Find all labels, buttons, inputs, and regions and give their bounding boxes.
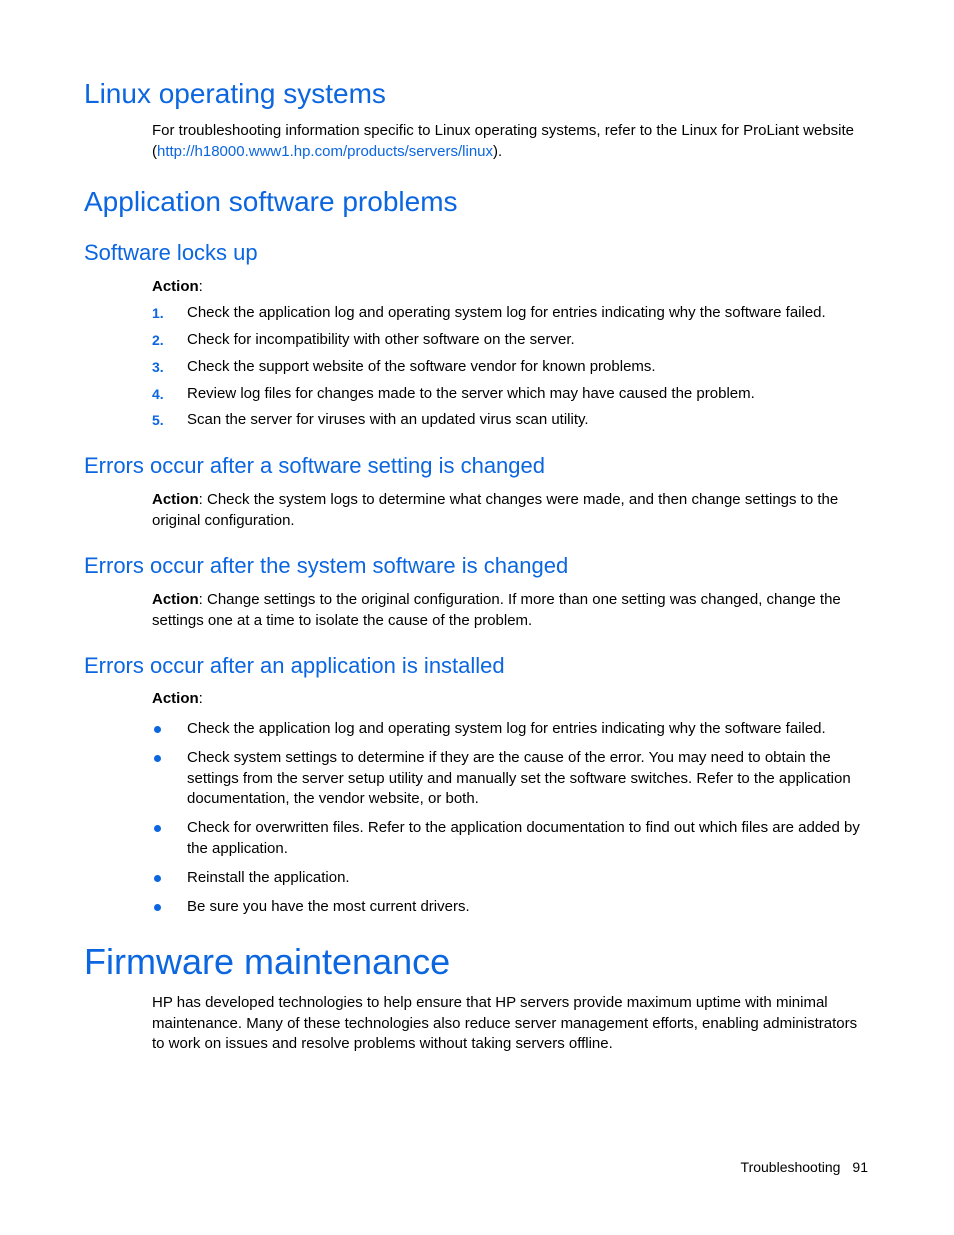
bullet-icon [154,755,161,762]
step-number: 4. [152,386,164,402]
linux-text-before: For troubleshooting information specific to Linux operating systems, refer to the Linux for ProLiant website ( [152,122,855,160]
bullet-icon [154,825,161,832]
footer-section-name: Troubleshooting [740,1159,841,1175]
locks-action-label: Action [152,278,199,295]
bullet-icon [154,726,161,733]
system-action-paragraph [152,590,872,631]
bullet-icon [154,875,161,882]
locks-action-line [152,277,872,298]
firmware-paragraph: HP has developed technologies to help ensure that HP servers provide maximum uptime with minimal maintenance. Many of these technologies also reduce server management efforts, enabling administrators to work on issues and resolve problems without taking servers offline. [152,994,858,1052]
setting-action-label: Action [152,491,199,508]
bullet-text: Check for overwritten files. Refer to the application documentation to find out which files are added by the application. [187,819,860,857]
linux-text-after: ). [493,142,503,160]
heading-software-locks-up: Software locks up [84,240,258,265]
locks-action-suffix: : [198,278,203,295]
linux-paragraph [152,121,872,162]
installed-action-line [152,689,872,710]
step-number: 1. [152,305,164,321]
heading-errors-after-application-installed: Errors occur after an application is installed [84,653,505,678]
setting-action-text: : Check the system logs to determine what changes were made, and then change settings to the original configuration. [152,491,839,529]
bullet-text: Check the application log and operating system log for entries indicating why the software failed. [187,720,826,737]
bullet-text: Reinstall the application. [187,869,350,886]
step-text: Check the application log and operating system log for entries indicating why the software failed. [187,304,826,321]
bullet-text: Check system settings to determine if they are the cause of the error. You may need to obtain the settings from the server setup utility and manually set the software switches. Refer to the application documentation, the vendor website, or both. [187,749,851,807]
linux-proliant-link[interactable]: http://h18000.www1.hp.com/products/servers/linux [157,142,493,160]
bullet-icon [154,904,161,911]
page-number: 91 [852,1159,868,1175]
step-text: Scan the server for viruses with an updated virus scan utility. [187,411,589,428]
step-number: 2. [152,332,164,348]
heading-errors-after-setting-changed: Errors occur after a software setting is changed [84,453,545,478]
step-text: Review log files for changes made to the server which may have caused the problem. [187,385,755,402]
heading-firmware-maintenance: Firmware maintenance [84,941,451,982]
page-footer [741,1157,868,1177]
heading-errors-after-system-software-changed: Errors occur after the system software is changed [84,553,569,578]
system-action-text: : Change settings to the original configuration. If more than one setting was changed, change the settings one at a time to isolate the cause of the problem. [152,591,841,629]
system-action-label: Action [152,591,199,608]
step-text: Check for incompatibility with other software on the server. [187,331,575,348]
setting-action-paragraph [152,490,872,531]
bullet-text: Be sure you have the most current drivers. [187,898,470,915]
step-number: 3. [152,359,164,375]
heading-linux-operating-systems: Linux operating systems [84,78,386,109]
step-text: Check the support website of the software vendor for known problems. [187,358,656,375]
installed-action-suffix: : [198,690,203,707]
heading-application-software-problems: Application software problems [84,186,458,217]
step-number: 5. [152,412,164,428]
installed-action-label: Action [152,690,199,707]
